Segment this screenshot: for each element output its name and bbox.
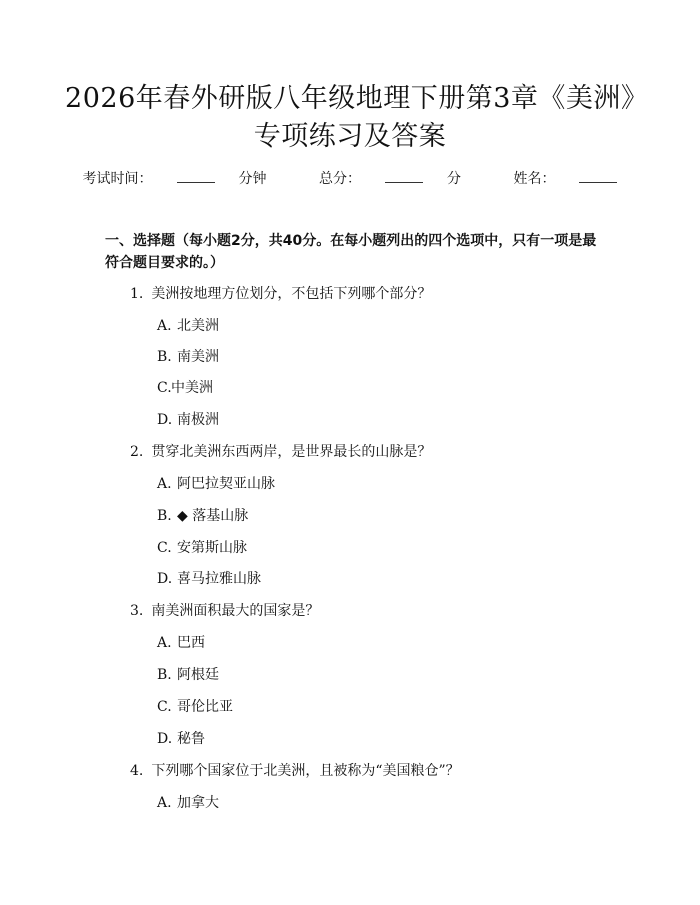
option-letter: C. <box>157 699 172 715</box>
option-letter: B. <box>157 508 172 524</box>
name-blank <box>579 170 617 183</box>
section-heading: 一、选择题（每小题2分，共40分。在每小题列出的四个选项中，只有一项是最符合题目要求的。） <box>105 233 597 271</box>
question-1 <box>130 283 431 303</box>
option-letter: A. <box>157 635 172 651</box>
question-number: 2. <box>130 444 144 460</box>
document-title: 2026年春外研版八年级地理下册第3章《美洲》专项练习及答案 <box>65 83 635 152</box>
question-4 <box>130 760 460 780</box>
option-letter: D. <box>157 731 173 747</box>
option-text: 喜马拉雅山脉 <box>177 571 261 587</box>
name-label: 姓名： <box>513 171 556 187</box>
option-text: 南美洲 <box>177 349 219 365</box>
q3-option-b <box>157 664 219 684</box>
q3-option-d <box>157 728 205 748</box>
option-letter: D. <box>157 412 173 428</box>
score-field <box>307 171 473 187</box>
q1-option-c <box>157 377 213 397</box>
option-text: 安第斯山脉 <box>177 540 247 556</box>
option-text: 加拿大 <box>177 795 219 811</box>
option-text: 秘鲁 <box>177 731 205 747</box>
option-letter: A. <box>157 476 172 492</box>
score-label: 总分： <box>319 171 361 187</box>
option-letter: D. <box>157 571 173 587</box>
question-number: 4. <box>130 763 144 779</box>
time-label: 考试时间： <box>82 171 153 187</box>
q2-option-c <box>157 537 247 557</box>
question-text: 南美洲面积最大的国家是？ <box>151 603 320 619</box>
option-letter: A. <box>157 318 172 334</box>
q1-option-d <box>157 409 219 429</box>
score-blank <box>385 170 423 183</box>
q3-option-a <box>157 632 205 652</box>
question-text: 下列哪个国家位于北美洲，且被称为“美国粮仓”？ <box>151 763 460 779</box>
time-unit: 分钟 <box>238 171 267 187</box>
option-text: 南极洲 <box>177 412 219 428</box>
q1-option-b <box>157 346 219 366</box>
option-letter: C. <box>157 540 172 556</box>
time-field <box>71 171 279 187</box>
exam-meta-line <box>0 168 700 188</box>
q2-option-a <box>157 473 275 493</box>
option-letter: B. <box>157 667 172 683</box>
q3-option-c <box>157 696 233 716</box>
option-letter: B. <box>157 349 172 365</box>
question-text: 贯穿北美洲东西两岸，是世界最长的山脉是？ <box>151 444 432 460</box>
option-text: 哥伦比亚 <box>177 699 233 715</box>
q4-option-a <box>157 792 219 812</box>
option-text: 阿巴拉契亚山脉 <box>177 476 275 492</box>
option-text: ◆ 落基山脉 <box>177 508 249 524</box>
option-text: 阿根廷 <box>177 667 219 683</box>
score-unit: 分 <box>447 171 461 187</box>
option-letter: C. <box>157 380 172 396</box>
q1-option-a <box>157 315 219 335</box>
name-field <box>501 171 629 187</box>
option-text: 中美洲 <box>171 380 213 396</box>
option-text: 北美洲 <box>177 318 219 334</box>
q2-option-d <box>157 568 261 588</box>
q2-option-b <box>157 505 248 525</box>
option-letter: A. <box>157 795 172 811</box>
question-text: 美洲按地理方位划分，不包括下列哪个部分？ <box>151 286 432 302</box>
question-number: 1. <box>130 286 144 302</box>
question-2 <box>130 441 431 461</box>
time-blank <box>177 170 215 183</box>
option-text: 巴西 <box>177 635 205 651</box>
question-3 <box>130 600 319 620</box>
question-number: 3. <box>130 603 144 619</box>
